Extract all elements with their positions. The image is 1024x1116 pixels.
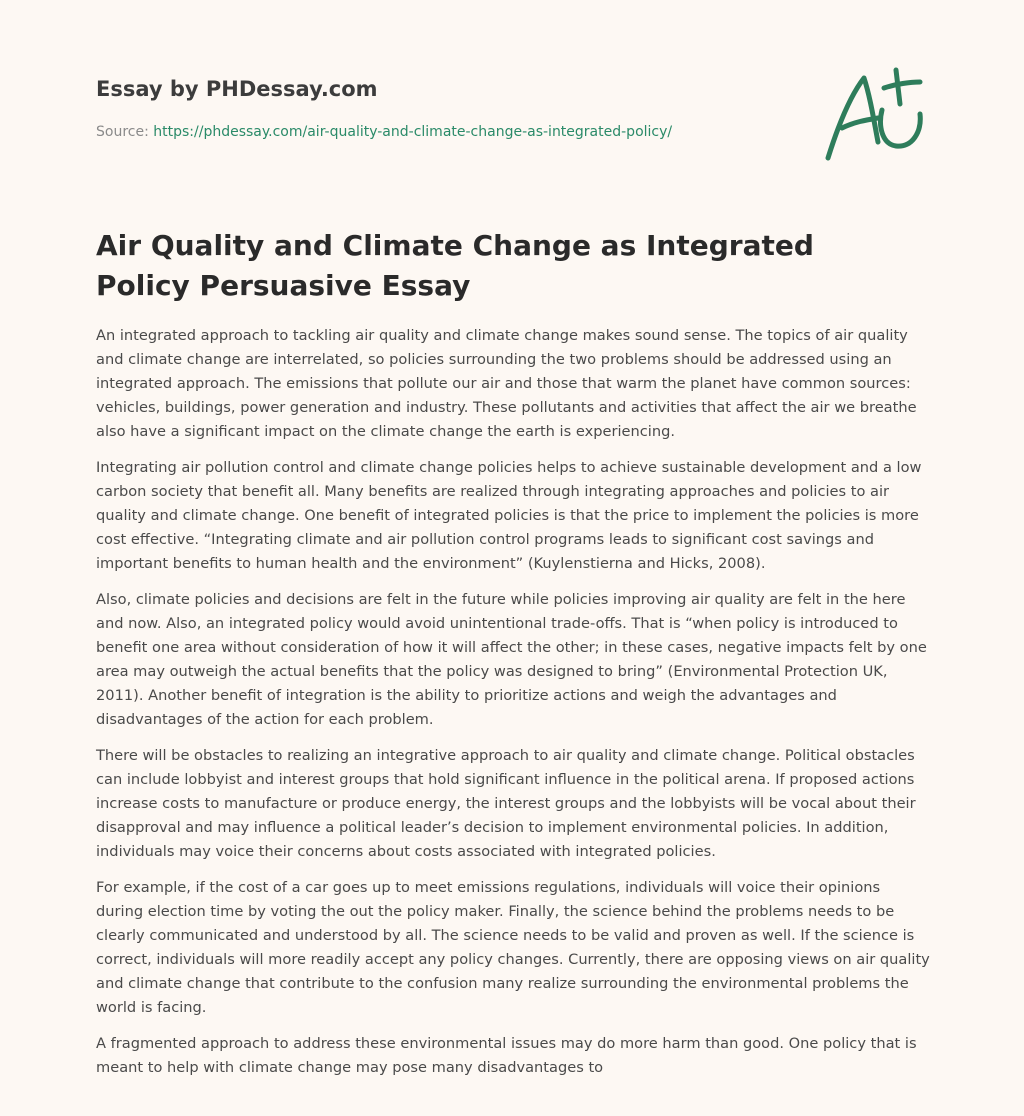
essay-body [96,324,930,1092]
a-plus-logo-icon [820,66,932,166]
paragraph: An integrated approach to tackling air quality and climate change makes sound sense. The topics of air quality and climate change are interrelated, so policies surrounding the two problems should be addressed using an integrated approach. The emissions that pollute our air and those that warm the planet have common sources: vehicles, buildings, power generation and industry. These pollutants and activities that affect the air we breathe also have a significant impact on the climate change the earth is experiencing. [96,327,917,440]
paragraph: A fragmented approach to address these environmental issues may do more harm than good. One policy that is meant to help with climate change may pose many disadvantages to [96,1035,917,1076]
paragraph: Also, climate policies and decisions are felt in the future while policies improving air quality are felt in the here and now. Also, an integrated policy would avoid unintentional trade-offs. That is “when policy is introduced to benefit one area without consideration of how it will affect the other; in these cases, negative impacts felt by one area may outweigh the actual benefits that the policy was designed to bring” (Environmental Protection UK, 2011). Another benefit of integration is the ability to prioritize actions and weigh the advantages and disadvantages of the action for each problem. [96,591,927,728]
paragraph: There will be obstacles to realizing an integrative approach to air quality and climate change. Political obstacles can include lobbyist and interest groups that hold significant influence in the political arena. If proposed actions increase costs to manufacture or produce energy, the interest groups and the lobbyists will be vocal about their disapproval and may influence a political leader’s decision to implement environmental policies. In addition, individuals may voice their concerns about costs associated with integrated policies. [96,747,916,860]
paragraph: For example, if the cost of a car goes up to meet emissions regulations, individuals will voice their opinions during election time by voting the out the policy maker. Finally, the science behind the problems needs to be clearly communicated and understood by all. The science needs to be valid and proven as well. If the science is correct, individuals will more readily accept any policy changes. Currently, there are opposing views on air quality and climate change that contribute to the confusion many realize surrounding the environmental problems the world is facing. [96,879,930,1016]
essay-title: Air Quality and Climate Change as Integrated Policy Persuasive Essay [96,229,814,302]
brand-name: Essay by PHDessay.com [96,77,378,101]
source-link[interactable]: https://phdessay.com/air-quality-and-climate-change-as-integrated-policy/ [153,124,673,140]
paragraph: Integrating air pollution control and climate change policies helps to achieve sustainable development and a low carbon society that benefit all. Many benefits are realized through integrating approaches and policies to air quality and climate change. One benefit of integrated policies is that the price to implement the policies is more cost effective. “Integrating climate and air pollution control programs leads to significant cost savings and important benefits to human health and the environment” (Kuylenstierna and Hicks, 2008). [96,459,922,572]
source-label: Source: [96,124,149,140]
header [96,74,796,142]
source-line [96,122,796,142]
